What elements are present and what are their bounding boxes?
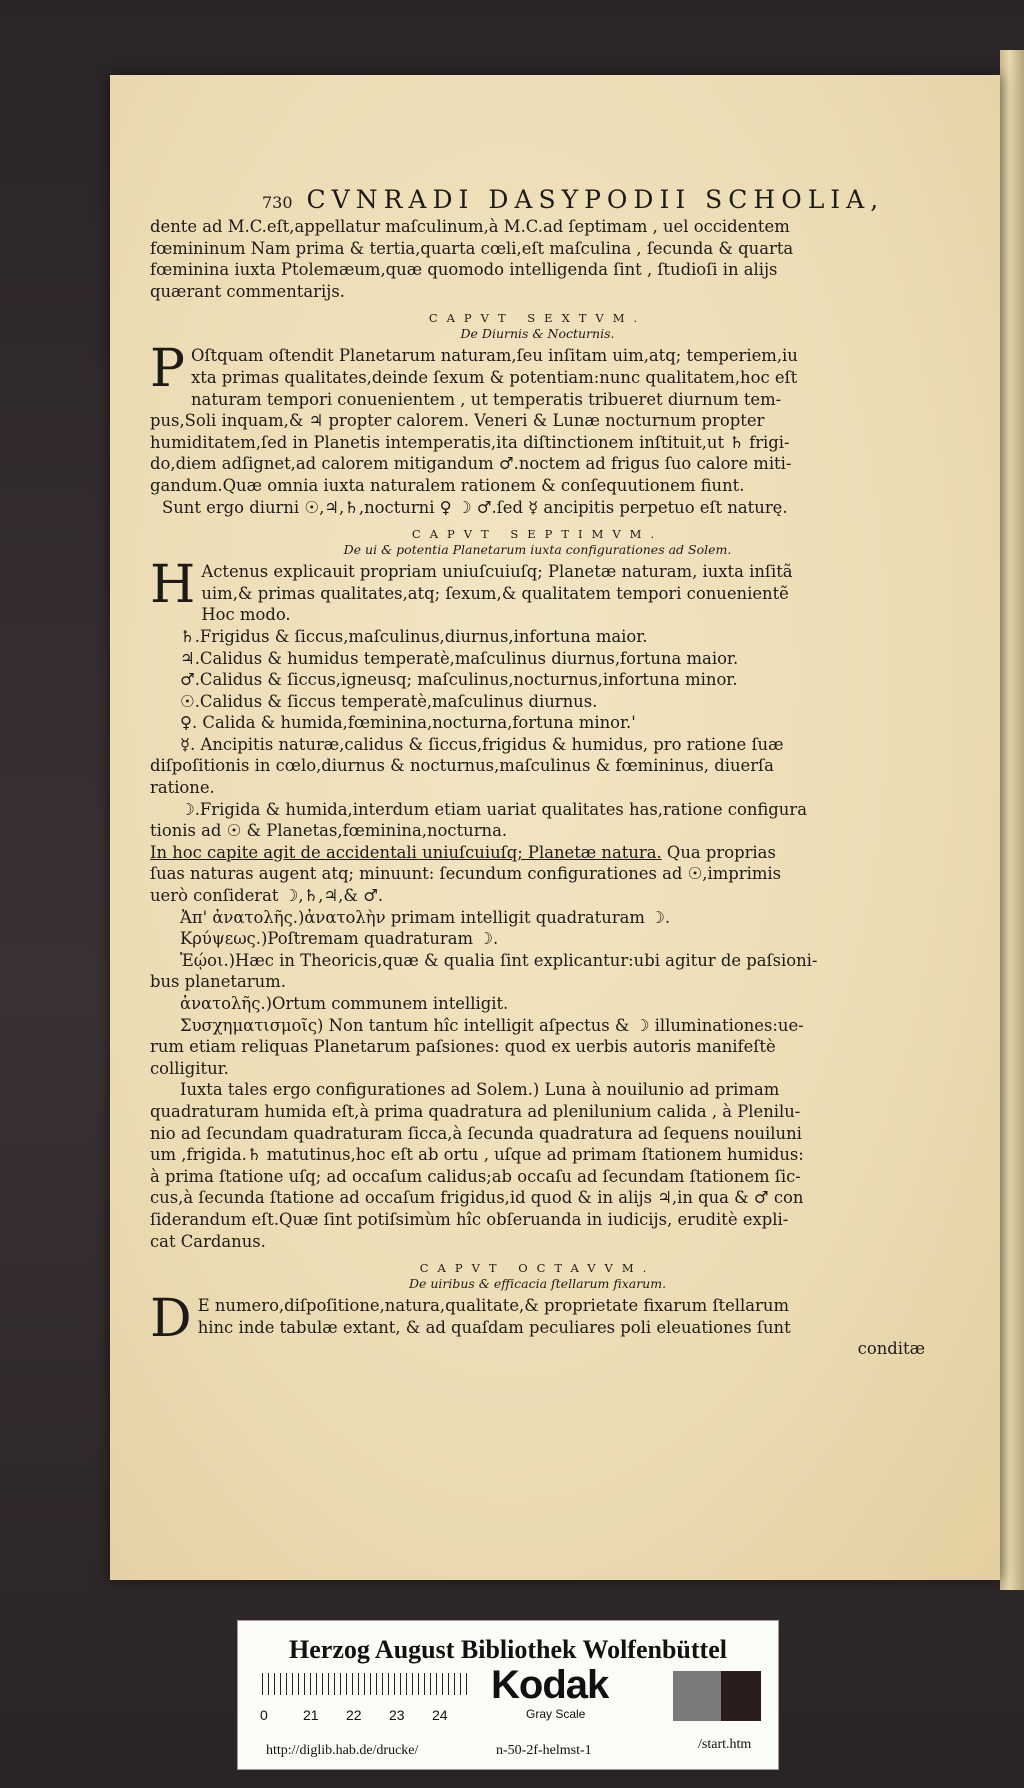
note-line: ἀνατολῆς.)Ortum communem intelligit. [180,994,509,1013]
planet-entry: ♃.Calidus & humidus temperatè,maſculinus diurnus,fortuna maior. [180,648,739,668]
running-title: CVNRADI DASYPODII SCHOLIA, [306,185,885,214]
underlined-annotation: In hoc capite agit de accidentali uniuſcuiuſq; Planetæ natura. [150,842,662,862]
adjacent-page-edge [1000,50,1024,1590]
drop-capital: H [150,555,196,616]
ruler-number: 22 [346,1707,362,1723]
gray-scale-caption: Gray Scale [526,1707,586,1721]
catchword: conditæ [857,1339,925,1359]
text-line: diſpoſitionis in cœlo,diurnus & nocturnus,maſculinus & fœmininus, diuerſa [150,756,774,776]
source-url-id: n-50-2f-helmst-1 [496,1743,592,1758]
text-fragment: Qua proprias [661,842,776,862]
drop-capital: P [150,339,185,400]
text-line: fœminina iuxta Ptolemæum,quæ quomodo intelligenda ſint , ſtudioſi in alijs [150,260,778,280]
text-line: do,diem adſignet,ad calorem mitigandum ♂.noctem ad frigus ſuo calore miti- [150,454,792,474]
text-line: tionis ad ☉ & Planetas,fœminina,nocturna. [150,821,508,841]
text-line: Actenus explicauit propriam uniuſcuiuſq; Planetæ naturam, iuxta inſitã [201,562,793,582]
ruler-number: 24 [432,1707,448,1723]
gray-patch [673,1671,721,1721]
chapter-subtitle: De uiribus & efficacia ſtellarum fixarum. [408,1276,667,1292]
text-line: uim,& primas qualitates,atq; ſexum,& qualitatem tempori conuenientẽ [201,583,789,603]
text-line: quadraturam humida eſt,à prima quadratura ad plenilunium calida , à Plenilu- [150,1101,801,1121]
text-line: nio ad ſecundam quadraturam ſicca,à ſecunda quadratura ad ſequens nouiluni [150,1123,802,1143]
text-line: Iuxta tales ergo configurationes ad Solem.) Luna à nouilunio ad primam [180,1080,780,1100]
text-line: bus planetarum. [150,972,286,992]
text-line: cat Cardanus. [150,1231,266,1251]
ruler-number: 23 [389,1707,405,1723]
chapter-heading: CAPVT SEXTVM. [428,311,647,326]
text-line: pus,Soli inquam,& ♃ propter calorem. Veneri & Lunæ nocturnum propter [150,411,765,431]
source-url-suffix: /start.htm [698,1737,752,1752]
running-head [262,185,925,214]
chapter-heading: CAPVT SEPTIMVM. [411,527,664,542]
scale-ruler [262,1673,472,1695]
chapter-heading: CAPVT OCTAVVM. [419,1261,656,1276]
planet-entry: ♀. Calida & humida,fœminina,nocturna,fortuna minor.' [180,713,636,733]
text-line: ratione. [150,778,215,798]
text-line: rum etiam reliquas Planetarum paſsiones: quod ex uerbis autoris manifeſtè [150,1037,776,1057]
text-line: à prima ſtatione uſq; ad occaſum calidus;ab occaſu ad ſecundam ſtationem ſic- [150,1166,801,1186]
planet-entry: ♂.Calidus & ſiccus,igneusq; maſculinus,nocturnus,infortuna minor. [180,670,738,690]
page-text [150,185,925,1360]
text-line: xta primas qualitates,deinde ſexum & potentiam:nunc qualitatem,hoc eſt [191,367,798,387]
text-line: um ,frigida.♄ matutinus,hoc eſt ab ortu , uſque ad primam ſtationem humidus: [150,1145,804,1165]
text-line: ſuas naturas augent atq; minuunt: ſecundum configurationes ad ☉,imprimis [150,864,782,884]
page-number: 730 [262,193,293,212]
note-line: Ἀπ' ἀνατολῆς.)ἀνατολὴν primam intelligit quadraturam ☽. [180,907,671,927]
text-line: fœmininum Nam prima & tertia,quarta cœli,eſt maſculina , ſecunda & quarta [150,238,794,258]
drop-capital: D [150,1289,192,1350]
text-line: Hoc modo. [201,605,291,625]
note-line: Κρύψεως.)Poſtremam quadraturam ☽. [180,929,499,949]
text-line: E numero,diſpoſitione,natura,qualitate,& proprietate fixarum ſtellarum [197,1296,789,1316]
text-line: humiditatem,ſed in Planetis intemperatis,ita diſtinctionem inſtituit,ut ♄ frigi- [150,432,790,452]
text-line: uerò conſiderat ☽,♄,♃,& ♂. [150,886,384,906]
note-line: Συσχηματισμοῖς) Non tantum hîc intelligit aſpectus & ☽ illuminationes:ue- [180,1015,804,1035]
ruler-number: 0 [260,1707,268,1723]
note-line: Ἑῴοι.)Hæc in Theoricis,quæ & qualia ſint explicantur:ubi agitur de paſsioni- [180,950,818,970]
text-line [150,842,925,864]
text-line: Sunt ergo diurni ☉,♃,♄,nocturni ♀ ☽ ♂.ſed ☿ ancipitis perpetuo eſt naturę. [162,497,788,517]
source-url: http://diglib.hab.de/drucke/ [266,1743,419,1758]
kodak-logo: Kodak [491,1663,609,1707]
text-line: Oſtquam oſtendit Planetarum naturam,ſeu inſitam uim,atq; temperiem,iu [191,346,798,366]
text-line: ſiderandum eſt.Quæ ſint potiſsimùm hîc obſeruanda in iudicijs, eruditè expli- [150,1209,789,1229]
planet-entry: ☉.Calidus & ſiccus temperatè,maſculinus diurnus. [180,691,598,711]
library-name: Herzog August Bibliothek Wolfenbüttel [289,1635,727,1664]
text-line: hinc inde tabulæ extant, & ad quaſdam peculiares poli eleuationes ſunt [197,1317,791,1337]
text-line: cus,à ſecunda ſtatione ad occaſum frigidus,id quod & in alijs ♃,in qua & ♂ con [150,1188,804,1208]
library-label [237,1620,779,1770]
chapter-subtitle: De ui & potentia Planetarum iuxta configurationes ad Solem. [343,542,732,558]
chapter-subtitle: De Diurnis & Nocturnis. [460,326,615,342]
planet-entry: ♄.Frigidus & ſiccus,maſculinus,diurnus,infortuna maior. [180,626,648,646]
planet-entry: ☿. Ancipitis naturæ,calidus & ſiccus,frigidus & humidus, pro ratione ſuæ [180,734,784,754]
text-line: quærant commentarijs. [150,281,345,301]
planet-entry: ☽.Frigida & humida,interdum etiam uariat qualitates has,ratione configura [180,799,807,819]
text-line: dente ad M.C.eſt,appellatur maſculinum,à M.C.ad ſeptimam , uel occidentem [150,217,790,236]
ruler-number: 21 [303,1707,319,1723]
text-line: naturam tempori conuenientem , ut temperatis tribueret diurnum tem- [191,389,782,409]
dark-patch [721,1671,761,1721]
text-line: colligitur. [150,1058,229,1078]
text-line: gandum.Quæ omnia iuxta naturalem rationem & conſequutionem fiunt. [150,475,745,495]
